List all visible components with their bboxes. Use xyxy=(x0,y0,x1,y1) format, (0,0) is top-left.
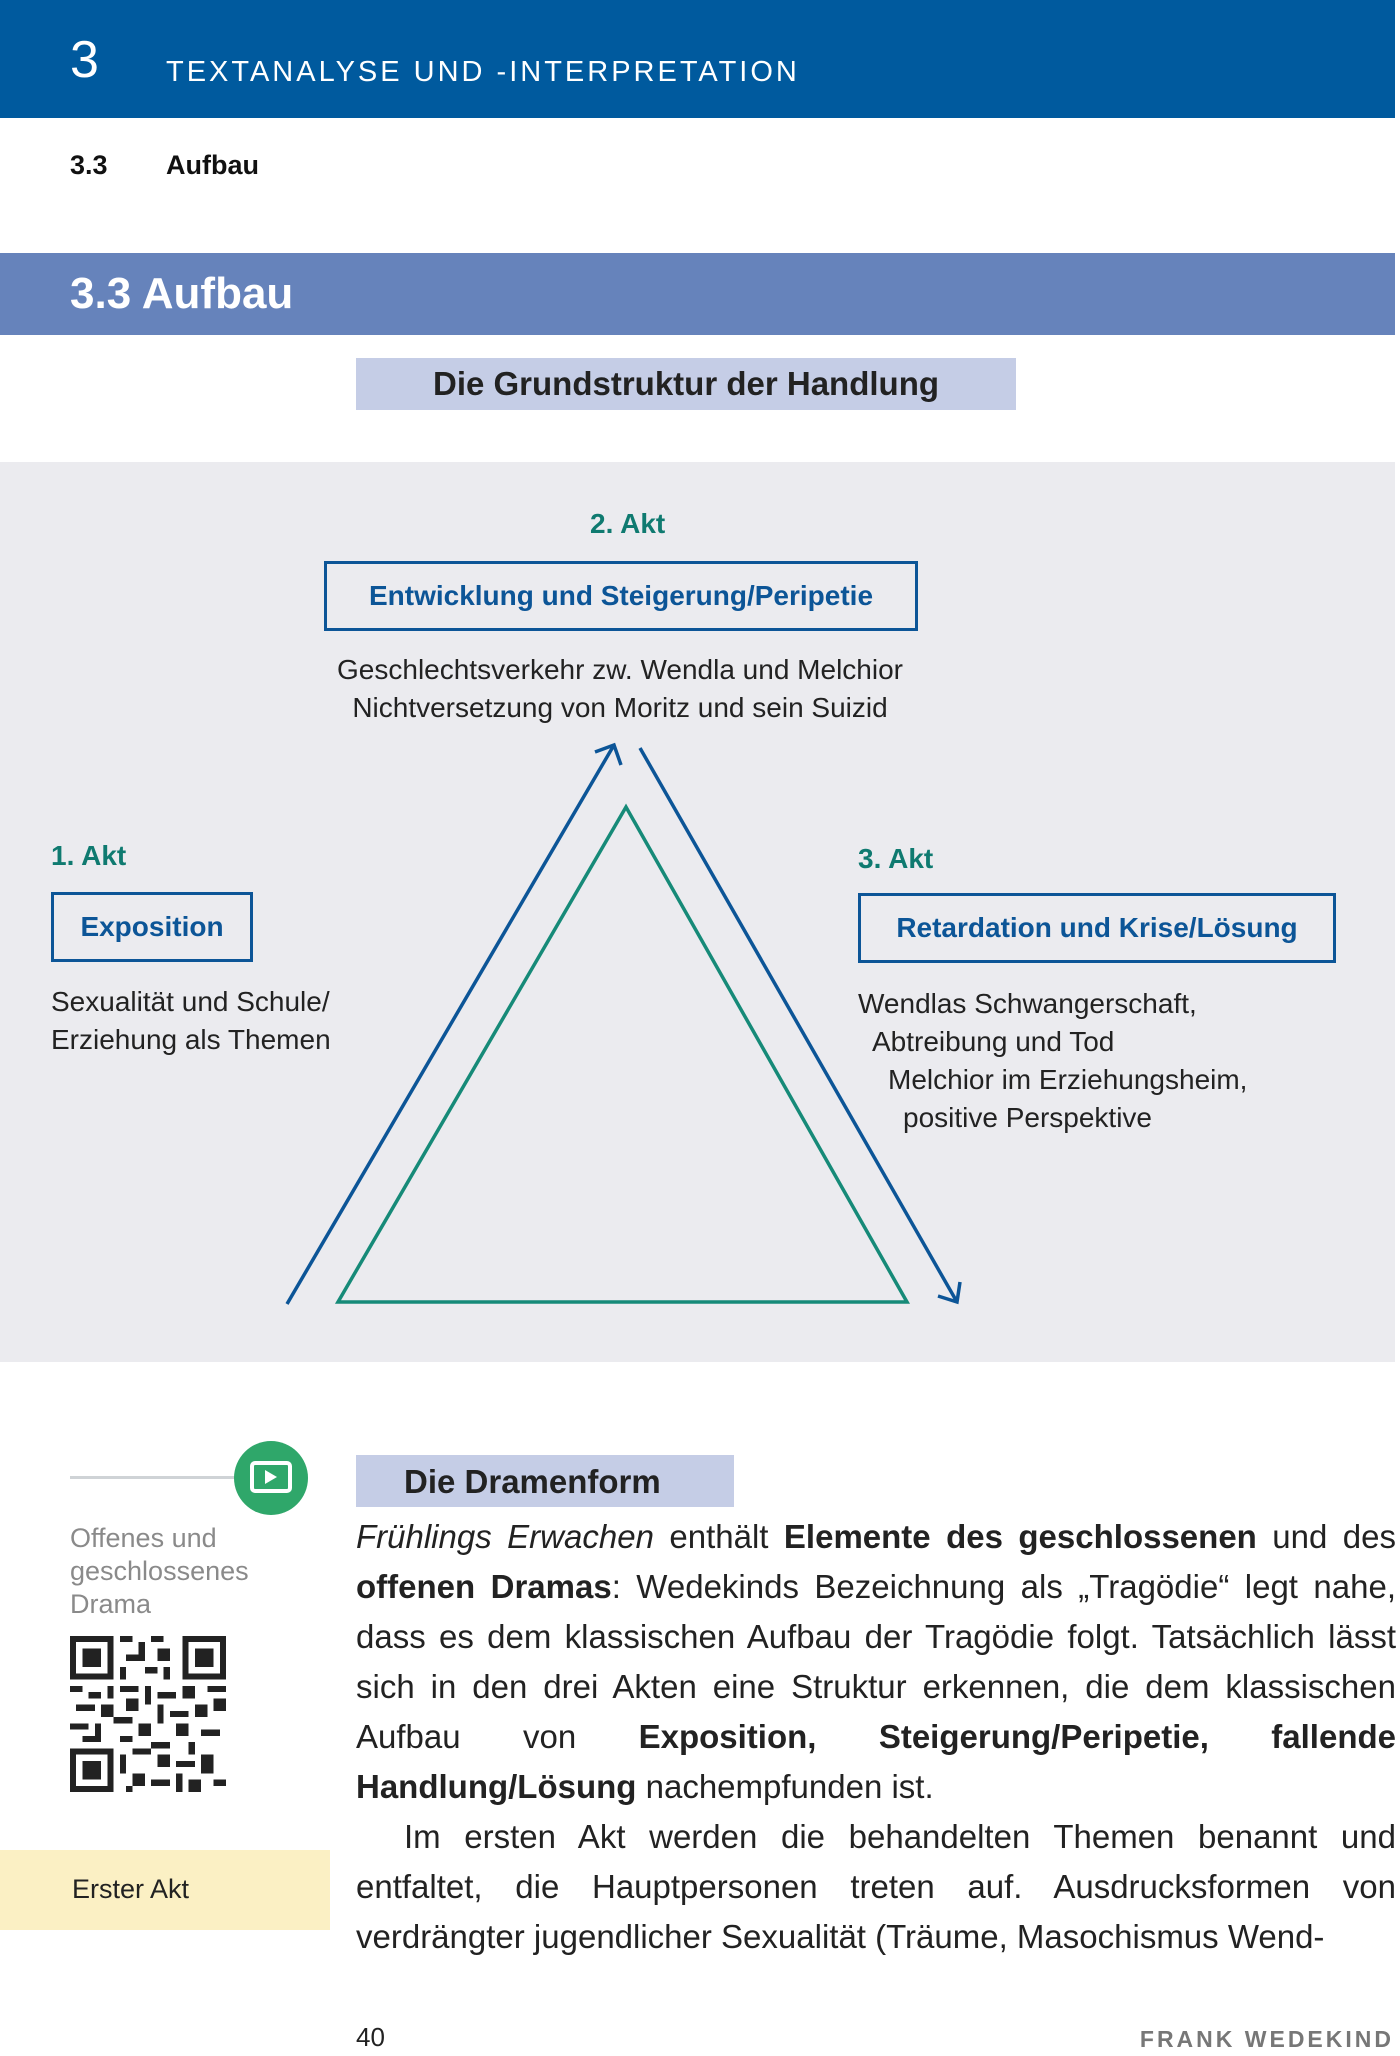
act1-description-line: Erziehung als Themen xyxy=(51,1024,331,1055)
play-video-icon[interactable] xyxy=(234,1441,308,1515)
page-number: 40 xyxy=(356,2022,385,2052)
running-section-title: Aufbau xyxy=(166,150,259,180)
diagram-title: Die Grundstruktur der Handlung xyxy=(356,358,1016,410)
marginal-label: Erster Akt xyxy=(72,1874,190,1904)
act1-description-line: Sexualität und Schule/ xyxy=(51,986,330,1017)
act3-description-line: Abtreibung und Tod xyxy=(872,1026,1115,1057)
act3-description-line: Melchior im Erziehungsheim, xyxy=(888,1064,1248,1095)
text-run: enthält xyxy=(653,1518,784,1555)
paragraph-2: Im ersten Akt werden die behandelten Themen benannt und entfaltet, die Hauptpersonen treten auf. Ausdrucksformen von verdrängter jugendlicher Sexualität (Träume, Masochismus Wend- xyxy=(356,1818,1396,1955)
act2-description-line: Geschlechtsverkehr zw. Wendla und Melchior xyxy=(337,654,903,685)
text-run: : Wedekinds Bezeichnung als „Tragödie“ legt nahe, dass es dem klassischen Aufbau der Tragödie folgt. Tatsächlich lässt sich in den drei Akten eine Struktur erkennen, die dem klassischen Aufbau von xyxy=(356,1568,1396,1755)
section-heading: 3.3 Aufbau xyxy=(70,269,294,318)
marginal-label-box xyxy=(0,1850,330,1930)
chapter-title: TEXTANALYSE UND -INTERPRETATION xyxy=(166,56,800,88)
emphasis: Elemente des geschlossenen xyxy=(783,1518,1257,1555)
act1-label: 1. Akt xyxy=(51,840,127,871)
act3-label: 3. Akt xyxy=(858,843,934,874)
text-run: nachempfunden ist. xyxy=(636,1768,934,1805)
act2-description xyxy=(260,651,980,727)
emphasis: Exposition, Steigerung/Peripetie, fallende Handlung/Lösung xyxy=(356,1718,1396,1805)
act2-box: Entwicklung und Steigerung/Peripetie xyxy=(324,561,918,631)
act3-box: Retardation und Krise/Lösung xyxy=(858,893,1336,963)
work-title: Frühlings Erwachen xyxy=(356,1518,654,1555)
rising-arrow-line xyxy=(287,745,614,1304)
inner-triangle xyxy=(338,807,907,1302)
emphasis: offenen Dramas xyxy=(356,1568,612,1605)
paragraph-1 xyxy=(356,1512,1396,1812)
act1-box: Exposition xyxy=(51,892,253,962)
running-section-number: 3.3 xyxy=(70,150,108,180)
subheading: Die Dramenform xyxy=(404,1463,661,1500)
act2-description-line: Nichtversetzung von Moritz und sein Suizid xyxy=(352,692,888,723)
act3-description xyxy=(858,985,1247,1137)
footer-author: FRANK WEDEKIND xyxy=(1139,2026,1394,2052)
chapter-number: 3 xyxy=(70,31,99,89)
act1-description xyxy=(51,983,331,1059)
body-text xyxy=(356,1512,1396,1962)
text-run: und des xyxy=(1256,1518,1396,1555)
act3-description-line: Wendlas Schwangerschaft, xyxy=(858,988,1197,1019)
act2-label: 2. Akt xyxy=(590,508,666,539)
sidebar-note: Offenes und geschlossenes Drama xyxy=(70,1523,249,1619)
act3-description-line: positive Perspektive xyxy=(903,1102,1153,1133)
subheading-box xyxy=(356,1455,734,1507)
sidebar-rule xyxy=(70,1476,250,1479)
qr-code-icon[interactable] xyxy=(70,1636,226,1792)
